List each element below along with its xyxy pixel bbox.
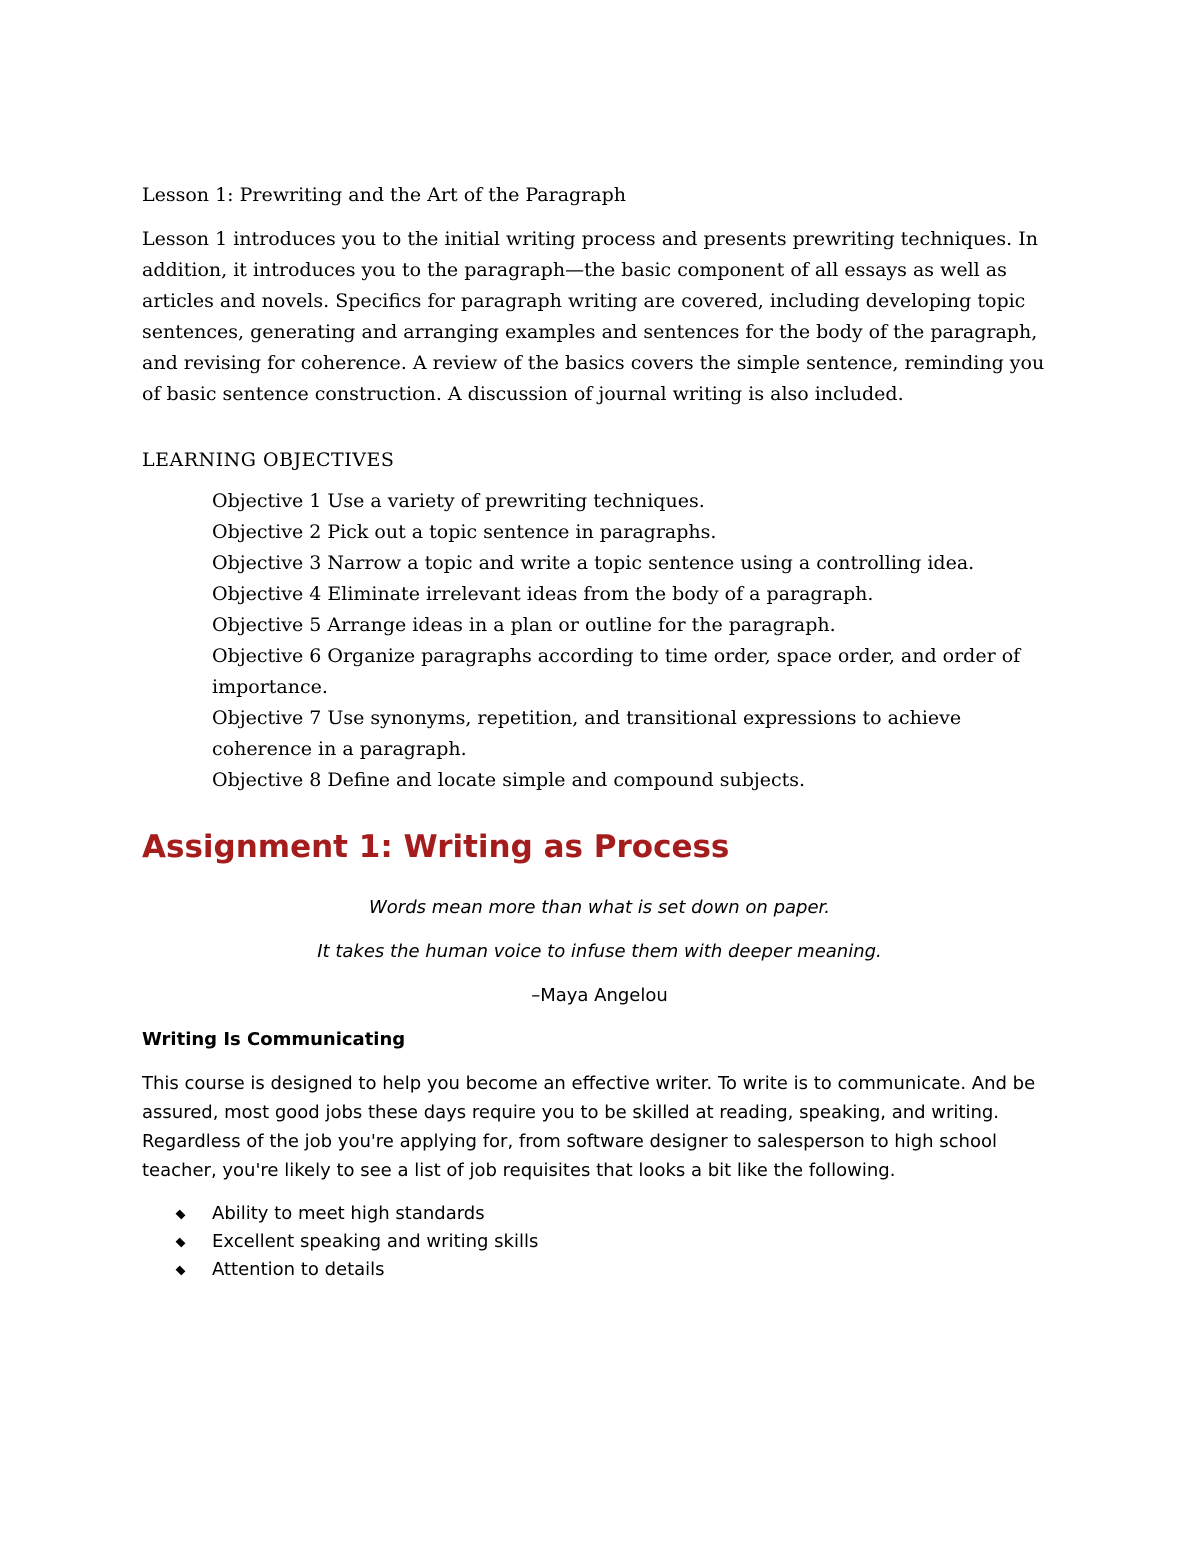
lesson-intro-paragraph: Lesson 1 introduces you to the initial writing process and presents prewriting techniques. In addition, it introduces you to the paragraph—the basic component of all essays as well as articles and novels. Specifics for paragraph writing are covered, including developing topic sentences, generating and arranging examples and sentences for the body of the paragraph, and revising for coherence. A review of the basics covers the simple sentence, reminding you of basic sentence construction. A discussion of journal writing is also included. [142,228,1045,405]
objective-5: Objective 5 Arrange ideas in a plan or outline for the paragraph. [212,614,836,636]
assignment-title: Assignment 1: Writing as Process [142,829,730,865]
quote-line-1: Words mean more than what is set down on paper. [368,897,830,918]
quote-line-2: It takes the human voice to infuse them with deeper meaning. [317,941,882,962]
list-item [176,1228,538,1256]
objective-2: Objective 2 Pick out a topic sentence in paragraphs. [212,521,717,543]
diamond-bullet-icon [176,1210,186,1220]
objective-8: Objective 8 Define and locate simple and compound subjects. [212,769,806,791]
objective-4: Objective 4 Eliminate irrelevant ideas from the body of a paragraph. [212,583,874,605]
requisites-list [176,1200,538,1284]
section-subheading: Writing Is Communicating [142,1029,406,1050]
section-body-paragraph: This course is designed to help you become an effective writer. To write is to communicate. And be assured, most good jobs these days require you to be skilled at reading, speaking, and writing. Regardless of the job you're applying for, from software designer to salesperson to high school teacher, you're likely to see a list of job requisites that looks a bit like the following. [142,1073,1036,1181]
diamond-bullet-icon [176,1266,186,1276]
list-item [176,1200,538,1228]
learning-objectives-list [212,486,1052,796]
lesson-title: Lesson 1: Prewriting and the Art of the Paragraph [142,184,626,206]
learning-objectives-heading: LEARNING OBJECTIVES [142,449,395,471]
list-item [176,1256,538,1284]
list-item-text: Excellent speaking and writing skills [212,1231,539,1252]
quote-author: –Maya Angelou [531,985,668,1006]
objective-3: Objective 3 Narrow a topic and write a topic sentence using a controlling idea. [212,552,975,574]
objective-6: Objective 6 Organize paragraphs according to time order, space order, and order of importance. [212,645,1021,698]
objective-1: Objective 1 Use a variety of prewriting techniques. [212,490,705,512]
list-item-text: Ability to meet high standards [212,1203,485,1224]
list-item-text: Attention to details [212,1259,385,1280]
objective-7: Objective 7 Use synonyms, repetition, and transitional expressions to achieve coherence in a paragraph. [212,707,962,760]
diamond-bullet-icon [176,1238,186,1248]
